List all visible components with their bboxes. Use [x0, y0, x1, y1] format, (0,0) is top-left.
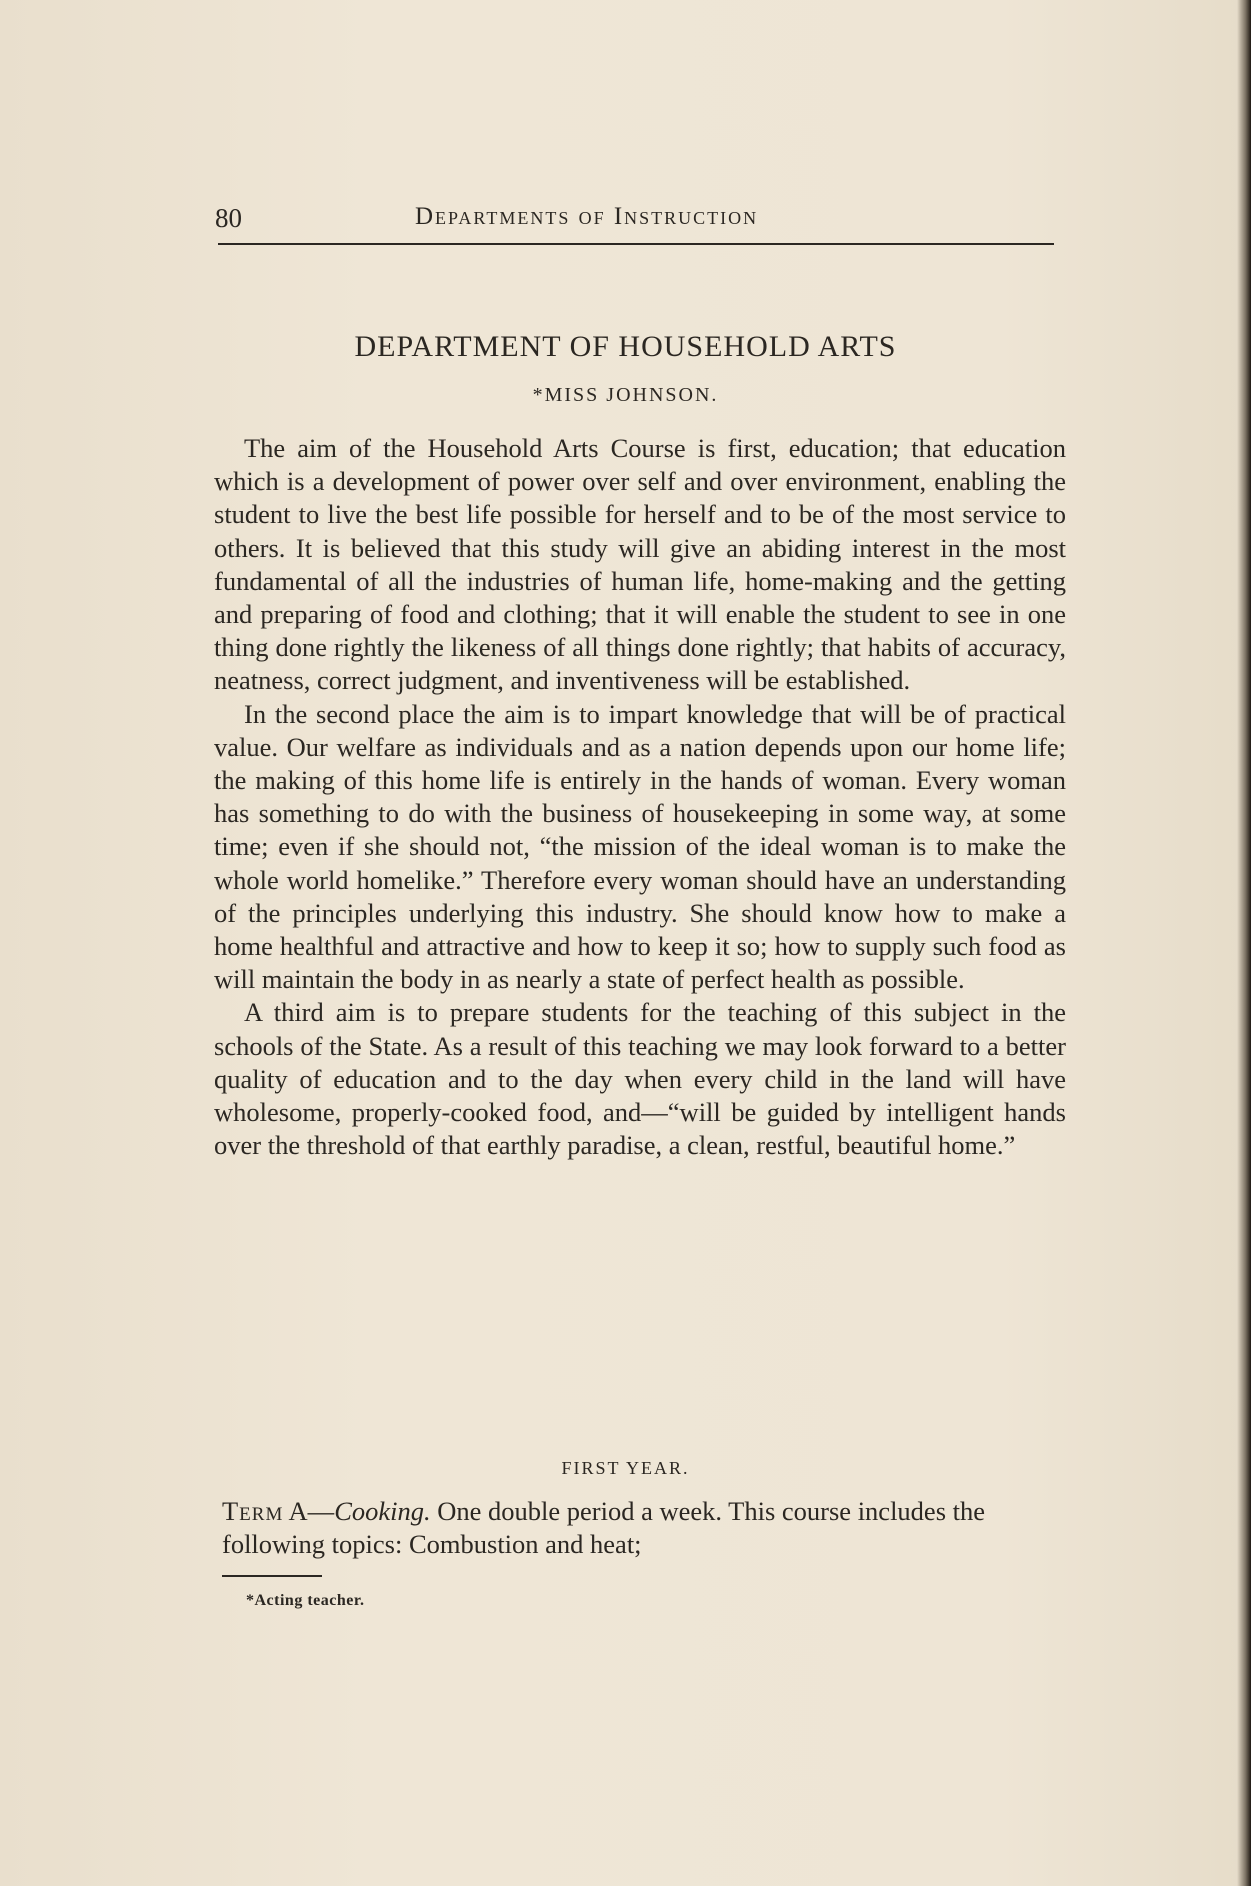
term-subject: Cooking. — [334, 1496, 431, 1526]
department-title: DEPARTMENT OF HOUSEHOLD ARTS — [354, 330, 897, 363]
page-edge-shadow — [1237, 0, 1251, 1886]
term-text: One double period a week. This course includes the following topics: Combustion and heat; — [222, 1496, 986, 1559]
paragraph-aim-second: In the second place the aim is to impart knowledge that will be of practical value. Our welfare as individuals and as a nation depends upon our home life; the making of this home life is entirely in the hands of woman. Every woman has something to do with the business of housekeeping in some way, at some time; even if she should not, “the mission of the ideal woman is to make the whole world homelike.” Therefore every woman should have an understanding of the principles underlying this industry. She should know how to make a home healthful and attractive and how to keep it so; how to supply such food as will maintain the body in as nearly a state of perfect health as possible. — [214, 698, 1066, 995]
header-rule — [218, 243, 1054, 245]
body-text — [214, 432, 1066, 1162]
page-number: 80 — [215, 203, 242, 233]
running-head — [215, 203, 1053, 243]
footnote-rule — [222, 1575, 322, 1577]
paragraph-aim-third: A third aim is to prepare students for the teaching of this subject in the schools of the State. As a result of this teaching we may look forward to a better quality of education and to the day when every child in the land will have wholesome, properly-cooked food, and—“will be guided by intelligent hands over the threshold of that earthly paradise, a clean, restful, beautiful home.” — [214, 997, 1066, 1161]
section-heading: FIRST YEAR. — [561, 1458, 690, 1478]
footnote: *Acting teacher. — [246, 1592, 365, 1609]
term-letter: A— — [283, 1496, 335, 1526]
running-title: Departments of Instruction — [415, 203, 759, 230]
term-label: Term — [222, 1496, 284, 1526]
paragraph-aim-first: The aim of the Household Arts Course is first, education; that education which is a development of power over self and over environment, enabling the student to live the best life possible for herself and to be of the most service to others. It is believed that this study will give an abiding interest in the most fundamental of all the industries of human life, home-making and the getting and preparing of food and clothing; that it will enable the student to see in one thing done rightly the likeness of all things done rightly; that habits of accuracy, neatness, correct judgment, and inventiveness will be established. — [214, 433, 1066, 696]
teacher-name: *MISS JOHNSON. — [532, 384, 719, 406]
term-paragraph — [222, 1495, 1068, 1561]
